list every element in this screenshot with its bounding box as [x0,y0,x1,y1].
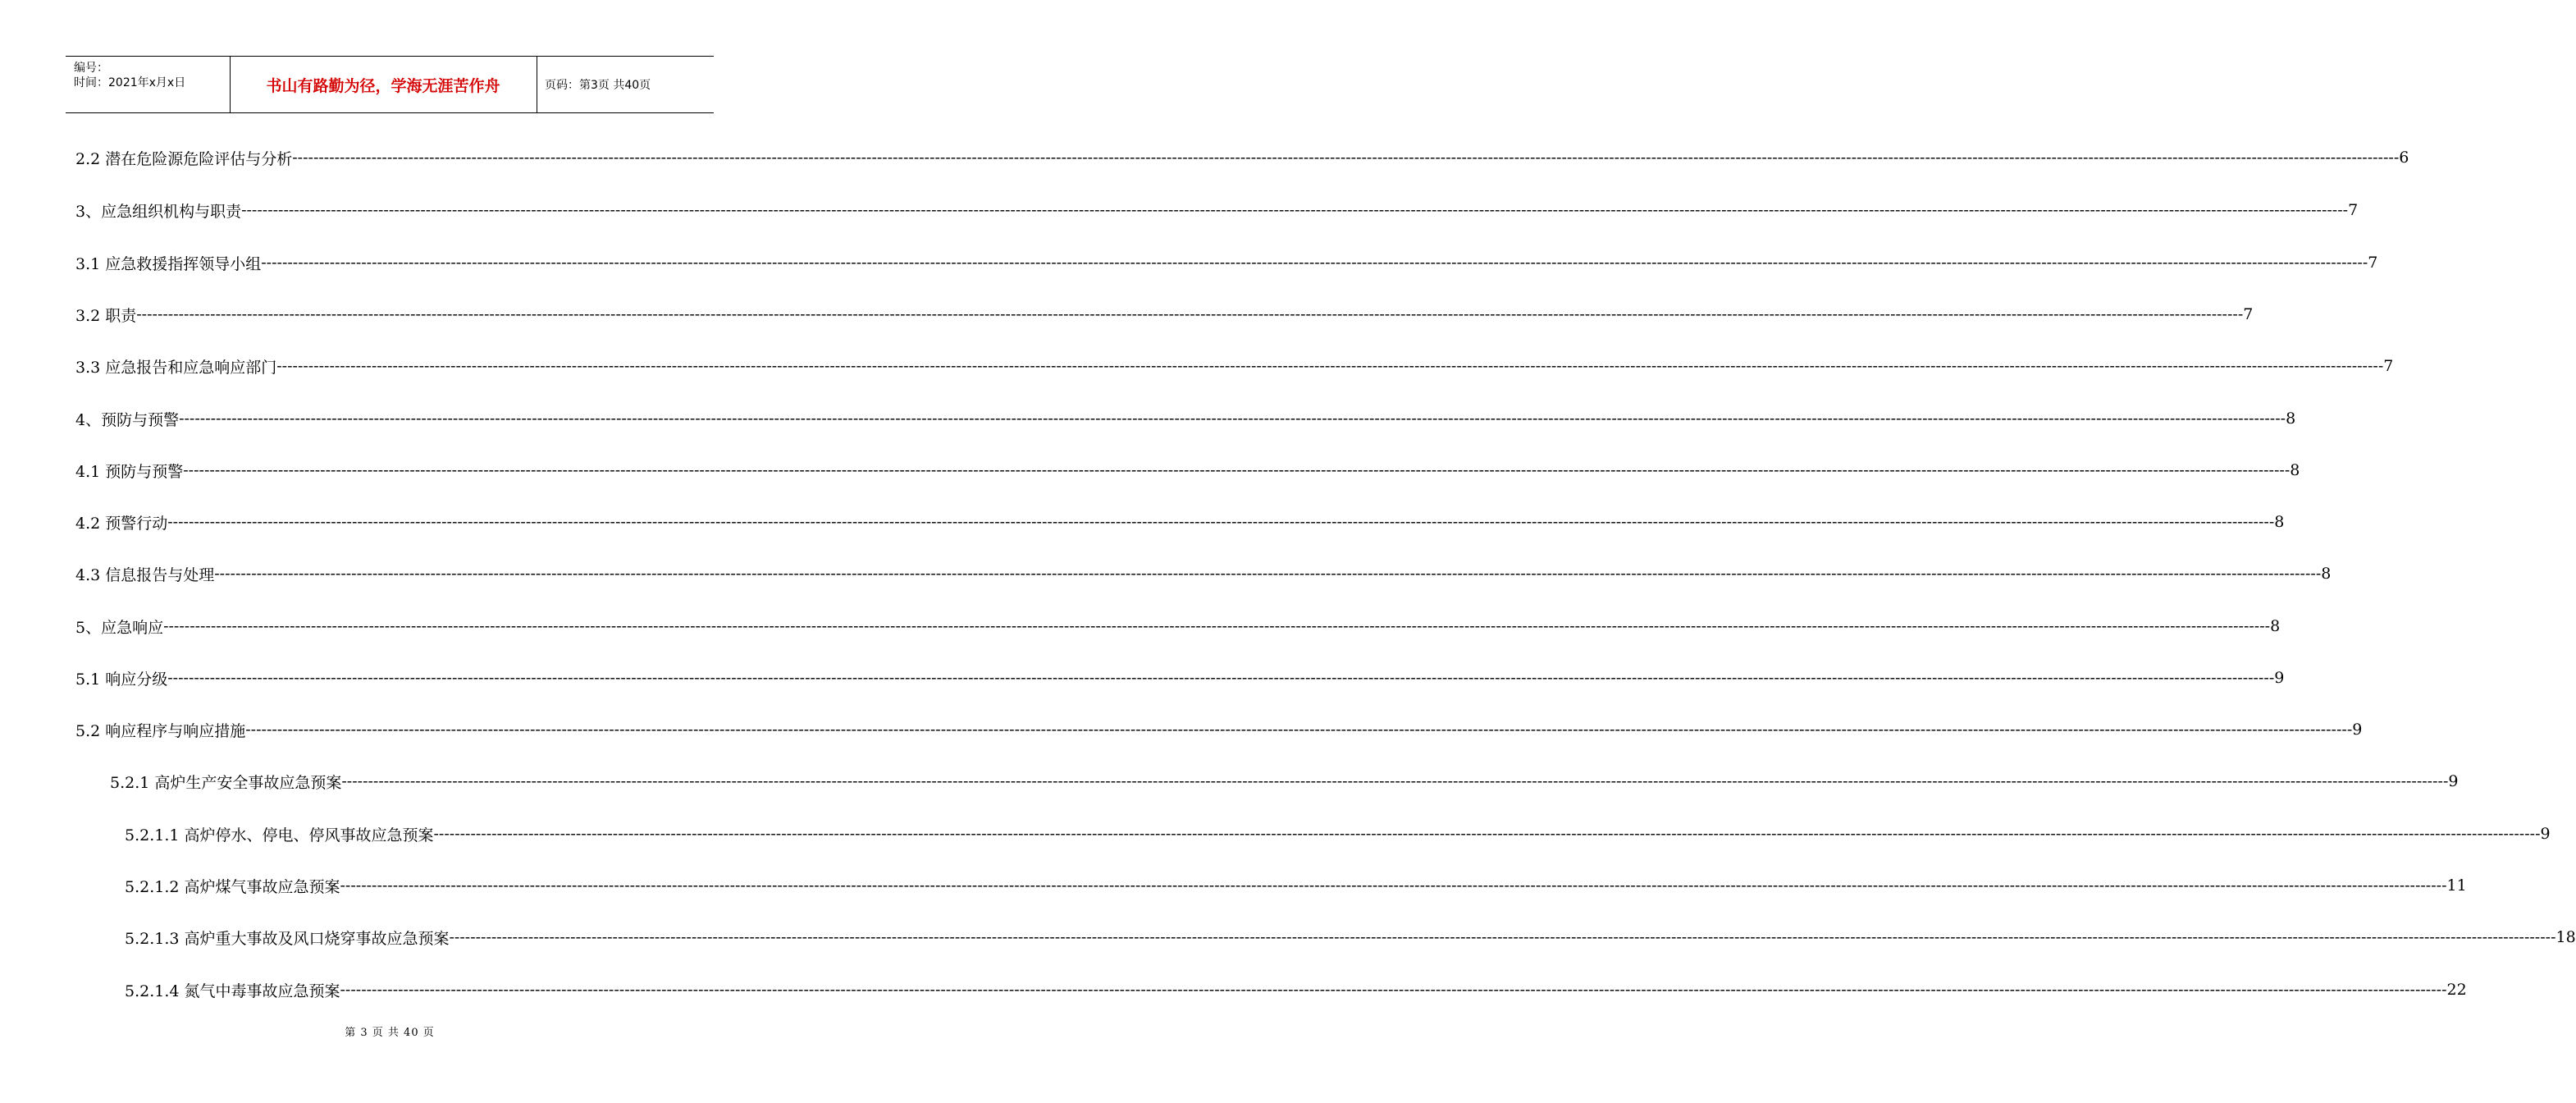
toc-dot-leader: ---------------------------------------------------------------------------------------------------------------------------------------------------------------------------------------------------------------------------------------------------------------------------------------------------------------------------------------------------------------------------------------------------------------- [292,149,2400,167]
toc-entry[interactable] [75,251,2378,274]
toc-entry-page: 6 [2399,149,2409,167]
toc-dot-leader: ---------------------------------------------------------------------------------------------------------------------------------------------------------------------------------------------------------------------------------------------------------------------------------------------------------------------------------------------------------------------------------------------------------------- [433,825,2541,843]
toc-entry[interactable] [125,874,2467,897]
toc-dot-leader: ---------------------------------------------------------------------------------------------------------------------------------------------------------------------------------------------------------------------------------------------------------------------------------------------------------------------------------------------------------------------------------------------------------------- [179,410,2286,428]
toc-dot-leader: ---------------------------------------------------------------------------------------------------------------------------------------------------------------------------------------------------------------------------------------------------------------------------------------------------------------------------------------------------------------------------------------------------------------- [183,461,2291,479]
toc-entry[interactable] [75,562,2332,585]
toc-entry[interactable] [75,510,2285,533]
toc-entry-page: 11 [2446,876,2467,895]
toc-entry[interactable] [75,459,2300,482]
toc-entry[interactable] [75,303,2254,326]
toc-entry-title: 5.2.1.2 高炉煤气事故应急预案 [125,877,340,896]
toc-dot-leader: ---------------------------------------------------------------------------------------------------------------------------------------------------------------------------------------------------------------------------------------------------------------------------------------------------------------------------------------------------------------------------------------------------------------- [167,669,2275,687]
toc-entry-title: 4、预防与预警 [75,410,180,429]
toc-dot-leader: ---------------------------------------------------------------------------------------------------------------------------------------------------------------------------------------------------------------------------------------------------------------------------------------------------------------------------------------------------------------------------------------------------------------- [214,565,2322,583]
toc-entry[interactable] [125,822,2551,845]
toc-entry[interactable] [75,355,2394,378]
document-number-label: 编号： [74,62,108,75]
toc-entry-page: 7 [2383,357,2394,375]
toc-entry-title: 4.1 预防与预警 [75,462,184,481]
toc-entry-page: 7 [2243,305,2254,323]
toc-entry-title: 2.2 潜在危险源危险评估与分析 [75,149,293,168]
toc-entry[interactable] [75,615,2281,638]
toc-dot-leader: ---------------------------------------------------------------------------------------------------------------------------------------------------------------------------------------------------------------------------------------------------------------------------------------------------------------------------------------------------------------------------------------------------------------- [241,201,2349,219]
toc-dot-leader: ---------------------------------------------------------------------------------------------------------------------------------------------------------------------------------------------------------------------------------------------------------------------------------------------------------------------------------------------------------------------------------------------------------------- [340,876,2447,895]
toc-entry-title: 4.3 信息报告与处理 [75,565,215,584]
document-time-label: 时间：2021年x月x日 [74,76,186,89]
toc-entry-page: 8 [2286,410,2296,428]
toc-entry-title: 4.2 预警行动 [75,514,168,533]
toc-entry-page: 9 [2352,721,2363,739]
toc-dot-leader: ---------------------------------------------------------------------------------------------------------------------------------------------------------------------------------------------------------------------------------------------------------------------------------------------------------------------------------------------------------------------------------------------------------------- [341,772,2449,790]
toc-entry-page: 9 [2448,772,2459,790]
toc-dot-leader: ---------------------------------------------------------------------------------------------------------------------------------------------------------------------------------------------------------------------------------------------------------------------------------------------------------------------------------------------------------------------------------------------------------------- [340,981,2447,999]
toc-entry-title: 3.2 职责 [75,306,137,325]
toc-entry-page: 9 [2274,669,2285,687]
toc-dot-leader: ---------------------------------------------------------------------------------------------------------------------------------------------------------------------------------------------------------------------------------------------------------------------------------------------------------------------------------------------------------------------------------------------------------------- [261,254,2368,272]
toc-dot-leader: ---------------------------------------------------------------------------------------------------------------------------------------------------------------------------------------------------------------------------------------------------------------------------------------------------------------------------------------------------------------------------------------------------------------- [449,928,2556,946]
header-divider [230,57,231,112]
toc-dot-leader: ---------------------------------------------------------------------------------------------------------------------------------------------------------------------------------------------------------------------------------------------------------------------------------------------------------------------------------------------------------------------------------------------------------------- [167,513,2275,531]
toc-dot-leader: ---------------------------------------------------------------------------------------------------------------------------------------------------------------------------------------------------------------------------------------------------------------------------------------------------------------------------------------------------------------------------------------------------------------- [276,357,2384,375]
header-meta [66,57,230,112]
toc-entry-title: 5.2.1.1 高炉停水、停电、停风事故应急预案 [125,826,434,844]
toc-entry-title: 5.2 响应程序与响应措施 [75,721,246,740]
toc-entry-title: 5、应急响应 [75,618,164,637]
toc-dot-leader: ---------------------------------------------------------------------------------------------------------------------------------------------------------------------------------------------------------------------------------------------------------------------------------------------------------------------------------------------------------------------------------------------------------------- [245,721,2353,739]
toc-entry-title: 3、应急组织机构与职责 [75,202,242,221]
toc-entry[interactable] [75,146,2409,169]
toc-entry-title: 3.1 应急救援指挥领导小组 [75,254,262,273]
toc-entry[interactable] [75,407,2296,430]
toc-entry-title: 5.2.1 高炉生产安全事故应急预案 [110,773,342,792]
toc-entry-page: 9 [2540,825,2551,843]
toc-entry-title: 5.1 响应分级 [75,670,168,689]
toc-entry-title: 5.2.1.4 氮气中毒事故应急预案 [125,982,340,1000]
toc-entry-page: 7 [2348,201,2359,219]
toc-dot-leader: ---------------------------------------------------------------------------------------------------------------------------------------------------------------------------------------------------------------------------------------------------------------------------------------------------------------------------------------------------------------------------------------------------------------- [136,305,2244,323]
page-header [66,56,714,113]
header-page-info: 页码：第3页 共40页 [545,79,651,92]
toc-entry[interactable] [125,978,2467,1001]
toc-entry-page: 18 [2555,928,2576,946]
toc-entry-page: 7 [2368,254,2378,272]
toc-entry-page: 8 [2270,617,2281,635]
toc-dot-leader: ---------------------------------------------------------------------------------------------------------------------------------------------------------------------------------------------------------------------------------------------------------------------------------------------------------------------------------------------------------------------------------------------------------------- [163,617,2271,635]
toc-entry-page: 8 [2274,513,2285,531]
header-motto: 书山有路勤为径，学海无涯苦作舟 [266,76,500,95]
toc-entry-page: 22 [2446,981,2467,999]
toc-entry-page: 8 [2290,461,2300,479]
toc-entry[interactable] [75,199,2359,222]
page-footer: 第 3 页 共 40 页 [345,1027,435,1039]
toc-entry-title: 5.2.1.3 高炉重大事故及风口烧穿事故应急预案 [125,929,450,948]
toc-entry-title: 3.3 应急报告和应急响应部门 [75,358,277,377]
toc-entry[interactable] [110,770,2459,793]
toc-entry-page: 8 [2321,565,2332,583]
toc-entry[interactable] [75,718,2363,741]
toc-entry[interactable] [125,926,2576,949]
toc-entry[interactable] [75,666,2285,689]
